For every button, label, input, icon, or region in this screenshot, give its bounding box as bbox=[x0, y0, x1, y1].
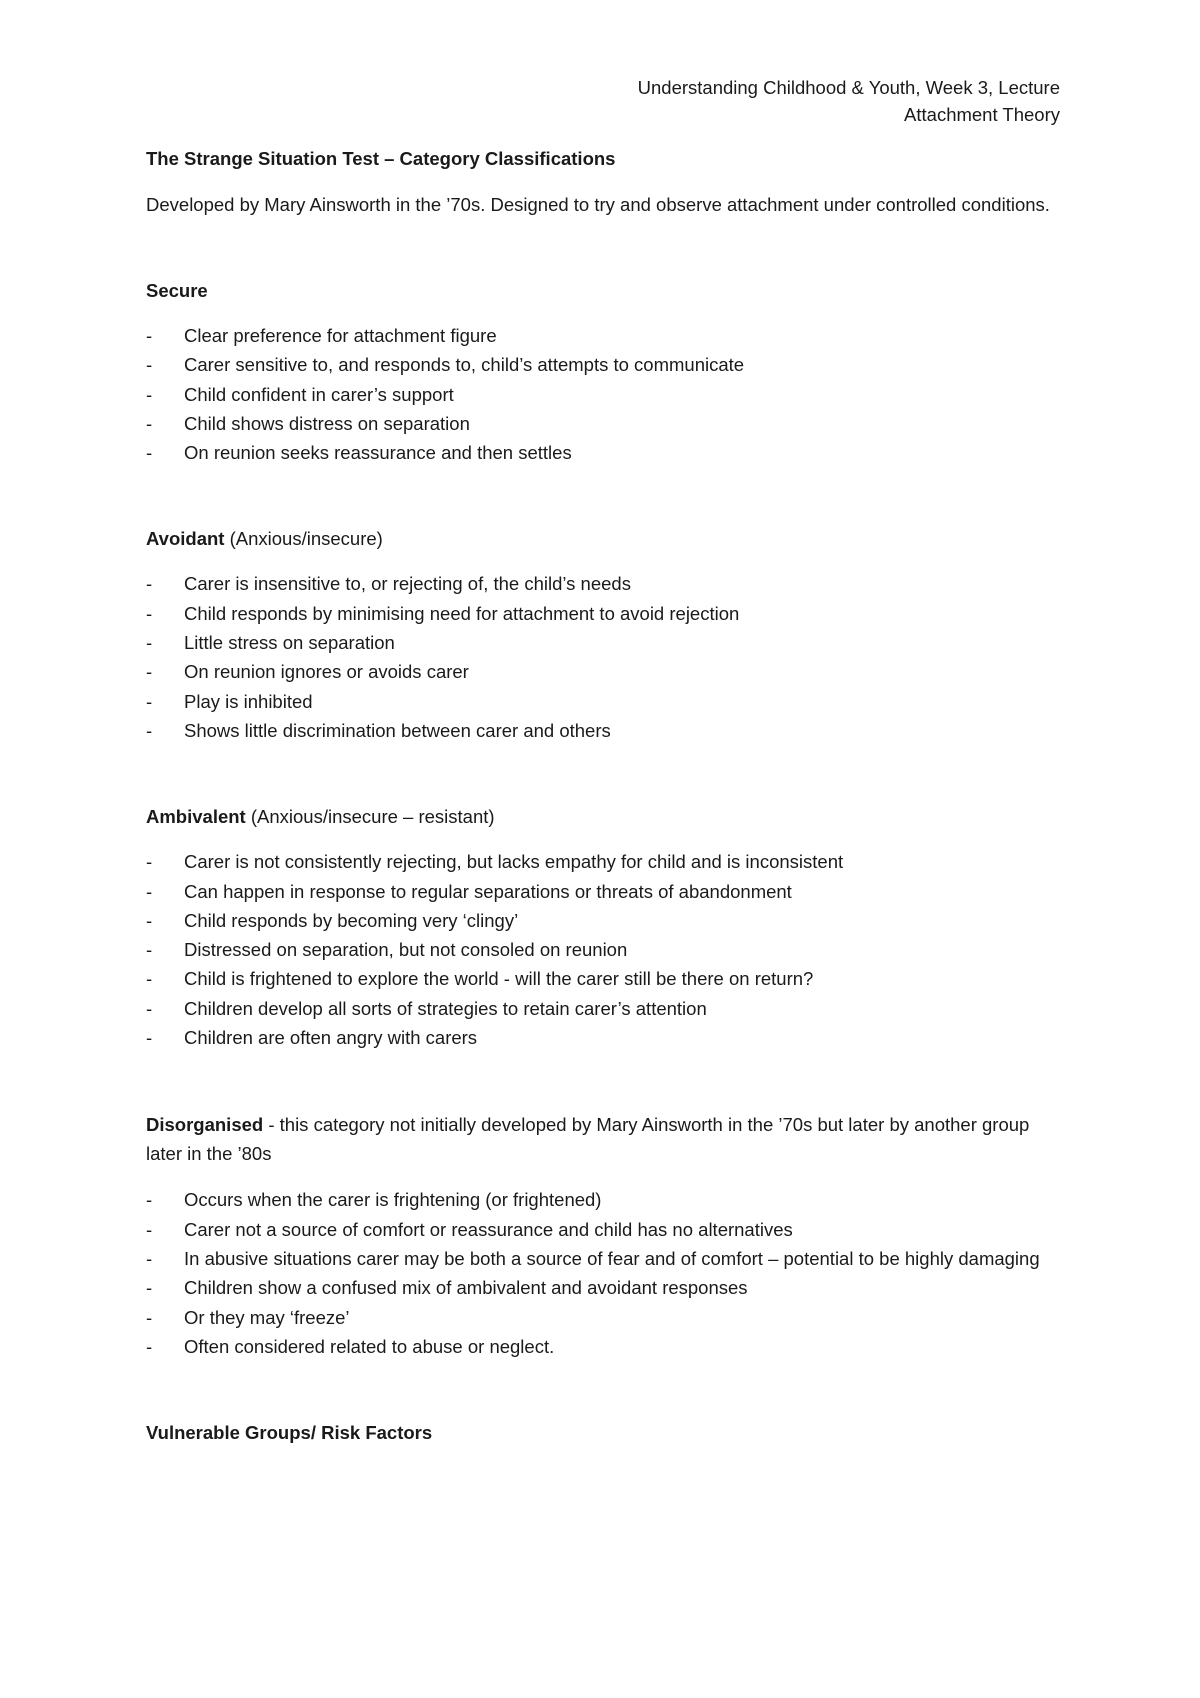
bullet-dash: - bbox=[146, 1027, 153, 1049]
document-title: The Strange Situation Test – Category Classifications bbox=[146, 148, 616, 169]
list-item-text: Play is inhibited bbox=[184, 690, 313, 712]
bullet-dash: - bbox=[146, 939, 153, 961]
section-avoidant bbox=[146, 525, 1061, 745]
bullet-dash: - bbox=[146, 690, 153, 712]
vulnerable-groups-heading: Vulnerable Groups/ Risk Factors bbox=[146, 1422, 433, 1444]
list-item bbox=[146, 1332, 1061, 1361]
list-item-text: Carer not a source of comfort or reassurance and child has no alternatives bbox=[184, 1218, 793, 1240]
section-heading-qualifier: (Anxious/insecure – resistant) bbox=[250, 806, 495, 828]
list-item-text: On reunion seeks reassurance and then settles bbox=[184, 442, 572, 464]
list-item bbox=[146, 1244, 1061, 1273]
bullet-dash: - bbox=[146, 383, 153, 405]
list-item bbox=[146, 599, 1061, 628]
list-item bbox=[146, 628, 1061, 657]
list-item-text: Distressed on separation, but not consoled on reunion bbox=[184, 939, 628, 961]
list-item bbox=[146, 1185, 1061, 1214]
section-heading-label: Ambivalent bbox=[146, 806, 246, 828]
list-item-text: Clear preference for attachment figure bbox=[184, 325, 497, 346]
intro-paragraph: Developed by Mary Ainsworth in the ’70s. Designed to try and observe attachment under controlled conditions. bbox=[146, 194, 1050, 215]
bullet-dash: - bbox=[146, 661, 153, 683]
list-item bbox=[146, 964, 1061, 993]
bullet-dash: - bbox=[146, 325, 153, 346]
list-item bbox=[146, 569, 1061, 598]
list-item-text: Often considered related to abuse or neglect. bbox=[184, 1335, 555, 1357]
bullet-list bbox=[146, 321, 1061, 467]
header-topic-line: Attachment Theory bbox=[904, 104, 1060, 125]
list-item bbox=[146, 1023, 1061, 1052]
bullet-dash: - bbox=[146, 1306, 153, 1328]
list-item bbox=[146, 1303, 1061, 1332]
list-item-text: Or they may ‘freeze’ bbox=[184, 1306, 350, 1328]
list-item-text: Carer is insensitive to, or rejecting of, the child’s needs bbox=[184, 573, 631, 595]
bullet-list bbox=[146, 847, 1061, 1052]
list-item bbox=[146, 1273, 1061, 1302]
bullet-dash: - bbox=[146, 632, 153, 654]
bullet-dash: - bbox=[146, 442, 153, 464]
section-disorganised bbox=[146, 1110, 1061, 1361]
section-heading-label: Avoidant bbox=[146, 528, 225, 550]
list-item bbox=[146, 1215, 1061, 1244]
header-course-line: Understanding Childhood & Youth, Week 3, Lecture bbox=[637, 77, 1060, 98]
list-item bbox=[146, 847, 1061, 876]
bullet-dash: - bbox=[146, 909, 153, 931]
list-item bbox=[146, 438, 1061, 467]
section-ambivalent bbox=[146, 803, 1061, 1052]
list-item bbox=[146, 350, 1061, 379]
list-item bbox=[146, 906, 1061, 935]
list-item-text: Child confident in carer’s support bbox=[184, 383, 454, 405]
bullet-dash: - bbox=[146, 412, 153, 434]
bullet-dash: - bbox=[146, 968, 153, 990]
bullet-dash: - bbox=[146, 880, 153, 902]
bullet-dash: - bbox=[146, 1218, 153, 1240]
list-item-text: Child responds by minimising need for attachment to avoid rejection bbox=[184, 602, 740, 624]
bullet-dash: - bbox=[146, 602, 153, 624]
bullet-list bbox=[146, 569, 1061, 745]
list-item-text: Can happen in response to regular separations or threats of abandonment bbox=[184, 880, 792, 902]
list-item-text: Child responds by becoming very ‘clingy’ bbox=[184, 909, 519, 931]
section-heading bbox=[146, 525, 1061, 552]
bullet-dash: - bbox=[146, 851, 153, 873]
list-item bbox=[146, 877, 1061, 906]
bullet-dash: - bbox=[146, 573, 153, 595]
list-item bbox=[146, 994, 1061, 1023]
bullet-list bbox=[146, 1185, 1061, 1361]
list-item-text: Carer sensitive to, and responds to, child’s attempts to communicate bbox=[184, 354, 745, 376]
list-item bbox=[146, 657, 1061, 686]
list-item bbox=[146, 321, 1061, 350]
bullet-dash: - bbox=[146, 719, 153, 741]
list-item-text: Carer is not consistently rejecting, but lacks empathy for child and is inconsistent bbox=[184, 851, 844, 873]
section-secure bbox=[146, 277, 1061, 467]
section-heading bbox=[146, 803, 1061, 830]
document-body bbox=[146, 145, 1061, 1465]
page-header bbox=[638, 74, 1060, 128]
list-item-text: Little stress on separation bbox=[184, 632, 395, 654]
section-heading-label: Disorganised bbox=[146, 1114, 264, 1136]
list-item-text: Occurs when the carer is frightening (or frightened) bbox=[184, 1189, 602, 1211]
list-item-text: On reunion ignores or avoids carer bbox=[184, 661, 469, 683]
section-heading bbox=[146, 1110, 1061, 1168]
list-item bbox=[146, 716, 1061, 745]
section-heading-qualifier: (Anxious/insecure) bbox=[229, 528, 383, 550]
list-item-text: Children develop all sorts of strategies to retain carer’s attention bbox=[184, 997, 707, 1019]
list-item-text: Children are often angry with carers bbox=[184, 1027, 478, 1049]
bullet-dash: - bbox=[146, 1277, 153, 1299]
bullet-dash: - bbox=[146, 1335, 153, 1357]
list-item-text: In abusive situations carer may be both a source of fear and of comfort – potential to be highly damaging bbox=[184, 1247, 1040, 1269]
list-item-text: Shows little discrimination between carer and others bbox=[184, 719, 611, 741]
list-item bbox=[146, 687, 1061, 716]
list-item bbox=[146, 409, 1061, 438]
section-heading-qualifier: - this category not initially developed by Mary Ainsworth in the ’70s but later by another group later in the ’80s bbox=[146, 1114, 1030, 1165]
bullet-dash: - bbox=[146, 1189, 153, 1211]
list-item bbox=[146, 380, 1061, 409]
list-item-text: Child shows distress on separation bbox=[184, 412, 470, 434]
list-item-text: Children show a confused mix of ambivalent and avoidant responses bbox=[184, 1277, 748, 1299]
list-item-text: Child is frightened to explore the world - will the carer still be there on return? bbox=[184, 968, 814, 990]
bullet-dash: - bbox=[146, 997, 153, 1019]
bullet-dash: - bbox=[146, 1247, 153, 1269]
section-heading bbox=[146, 277, 1061, 304]
section-heading-label: Secure bbox=[146, 280, 208, 301]
bullet-dash: - bbox=[146, 354, 153, 376]
list-item bbox=[146, 935, 1061, 964]
